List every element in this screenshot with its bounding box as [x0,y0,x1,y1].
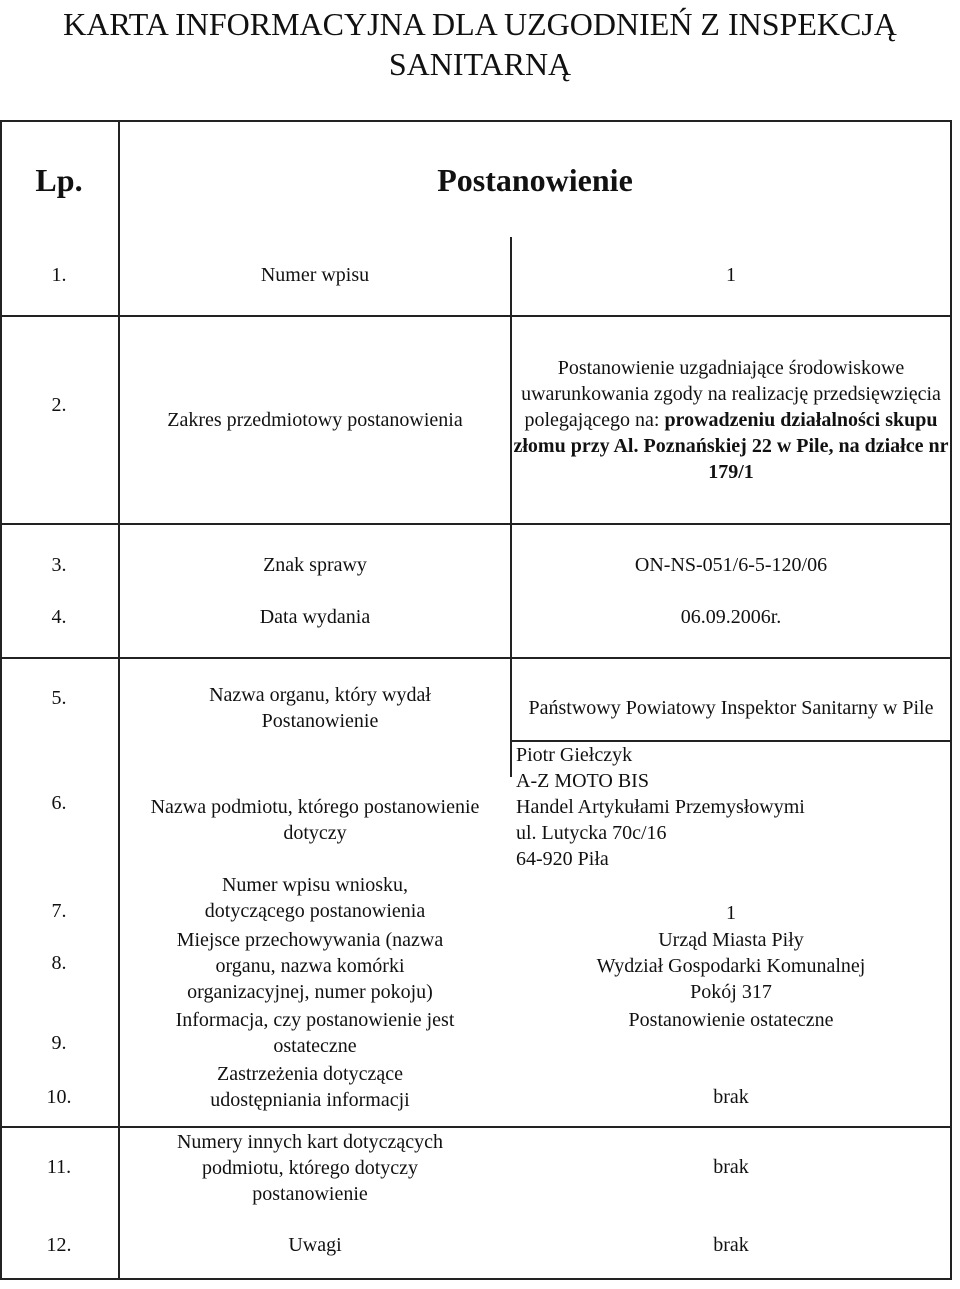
row-number: 2. [51,394,67,416]
row-label: Miejsce przechowywania (nazwa organu, nazwa komórki organizacyjnej, numer pokoju) [176,929,444,1003]
row-value-list [512,926,950,1006]
row-value: Postanowienie ostateczne [628,1009,834,1031]
row-number: 8. [51,952,67,974]
row-number: 7. [51,900,67,922]
row-value: brak [713,1234,749,1256]
row-number: 4. [51,606,67,628]
value-line: Pokój 317 [690,981,772,1003]
value-line: Piotr Giełczyk [516,744,633,766]
row-label: Znak sprawy [263,554,367,576]
row-value: Państwowy Powiatowy Inspektor Sanitarny w Pile [528,697,934,719]
row-value: ON-NS-051/6-5-120/06 [634,554,828,576]
row-number: 1. [51,264,67,286]
page-title: KARTA INFORMACYJNA DLA UZGODNIEŃ Z INSPEKCJĄ SANITARNĄ [63,6,897,82]
info-table [0,120,952,1280]
value-line: A-Z MOTO BIS [516,770,649,792]
row-number: 5. [51,687,67,709]
value-line: Handel Artykułami Przemysłowymi [516,796,805,818]
lp-header: Lp. [35,162,83,198]
value-line: Wydział Gospodarki Komunalnej [596,955,866,977]
value-plain-text: Postanowienie uzgadniające środowiskowe uwarunkowania zgody na realizację przedsięwzięcia polegającego na: [521,357,941,431]
row-number: 12. [46,1234,72,1256]
row-label: Uwagi [288,1234,342,1256]
row-number: 9. [51,1032,67,1054]
postanowienie-header: Postanowienie [437,162,633,198]
row-number: 11. [46,1156,72,1178]
row-label: Nazwa podmiotu, którego postanowienie dotyczy [150,796,480,844]
row-value: brak [713,1156,749,1178]
row-number: 6. [51,792,67,814]
row-value: brak [713,1086,749,1108]
row-label: Nazwa organu, który wydał Postanowienie [209,684,431,732]
row-label: Numer wpisu [260,264,370,286]
row-label: Zastrzeżenia dotyczące udostępniania informacji [210,1063,410,1111]
value-line: Urząd Miasta Piły [658,929,804,951]
value-line: ul. Lutycka 70c/16 [516,822,667,844]
row-value-list [516,742,946,872]
row-value [512,340,950,500]
row-label: Informacja, czy postanowienie jest ostateczne [175,1009,455,1057]
row-label: Data wydania [259,606,371,628]
row-number: 3. [51,554,67,576]
row-value: 06.09.2006r. [680,606,782,628]
row-value: 1 [726,902,736,924]
row-number: 10. [46,1086,72,1108]
row-label: Zakres przedmiotowy postanowienia [167,409,463,431]
value-line: 64-920 Piła [516,848,609,870]
row-value: 1 [726,264,736,286]
value-bold-text: prowadzeniu działalności skupu złomu przy Al. Poznańskiej 22 w Pile, na działce nr 179/1 [513,409,949,483]
row-label: Numery innych kart dotyczących podmiotu, którego dotyczy postanowienie [176,1131,443,1205]
row-label: Numer wpisu wniosku, dotyczącego postanowienia [204,874,426,922]
